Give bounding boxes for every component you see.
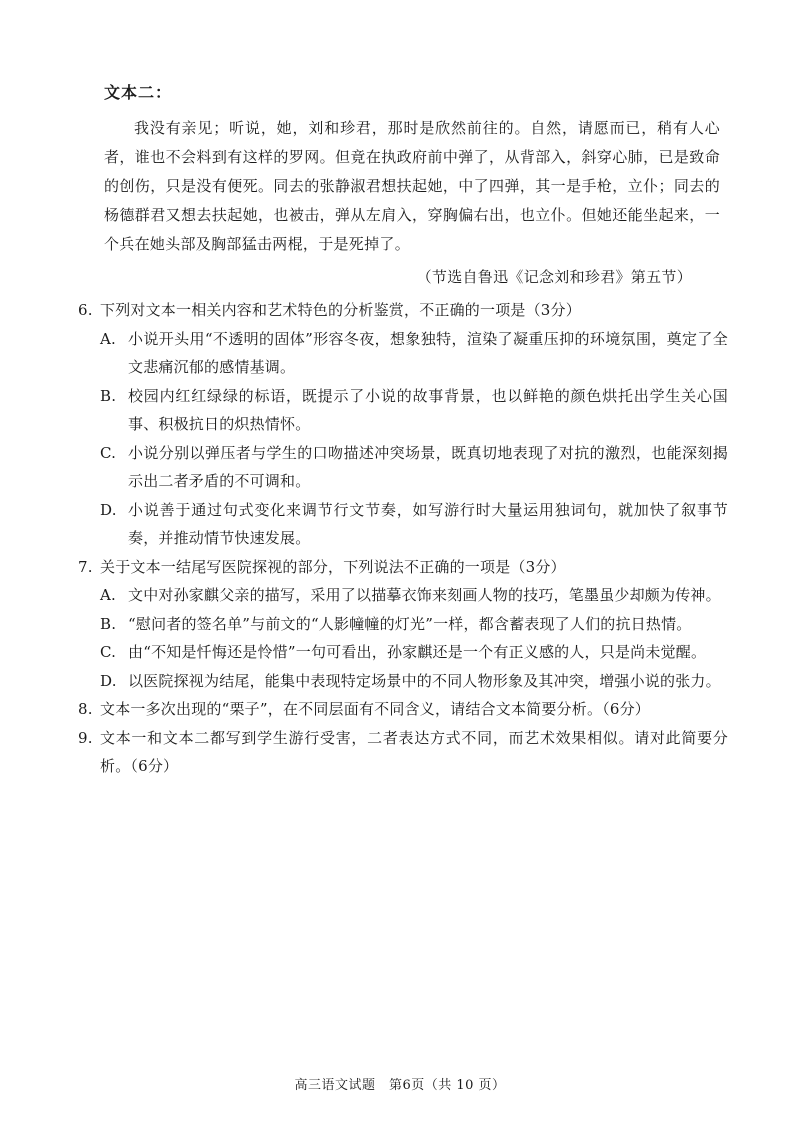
- option-letter: D.: [100, 671, 117, 690]
- option-b: [100, 382, 728, 439]
- question-number: 7.: [78, 557, 93, 576]
- question-number: 8.: [78, 700, 93, 718]
- question-6: [78, 296, 728, 553]
- page-footer: 高三语文试题 第6页（共 10 页）: [294, 1078, 506, 1093]
- question-7: [78, 553, 728, 696]
- question-stem: 文本一和文本二都写到学生游行受害，二者表达方式不同，而艺术效果相似。请对此简要分析。（6分）: [100, 728, 728, 775]
- question-9: [78, 724, 728, 781]
- option-c: [100, 638, 728, 667]
- passage-paragraph: 我没有亲见；听说，她，刘和珍君，那时是欣然前往的。自然，请愿而已，稍有人心者，谁也不会料到有这样的罗网。但竟在执政府前中弹了，从背部入，斜穿心肺，已是致命的创伤，只是没有便死。同去的张静淑君想扶起她，中了四弹，其一是手枪，立仆；同去的杨德群君又想去扶起她，也被击，弹从左肩入，穿胸偏右出，也立仆。但她还能坐起来，一个兵在她头部及胸部猛击两棍，于是死掉了。: [104, 119, 720, 253]
- option-letter: B.: [100, 386, 117, 405]
- option-letter: C.: [100, 643, 117, 661]
- option-text: 文中对孙家麒父亲的描写，采用了以描摹衣饰来刻画人物的技巧，笔墨虽少却颇为传神。: [128, 586, 721, 604]
- option-letter: C.: [100, 443, 117, 462]
- option-letter: A.: [100, 329, 117, 348]
- option-text: 以医院探视为结尾，能集中表现特定场景中的不同人物形象及其冲突，增强小说的张力。: [128, 671, 721, 690]
- option-text: 小说善于通过句式变化来调节行文节奏，如写游行时大量运用独词句，就加快了叙事节奏，并推动情节快速发展。: [128, 500, 728, 547]
- option-text: 由“不知是忏悔还是怜惜”一句可看出，孙家麒还是一个有正义感的人，只是尚未觉醒。: [128, 643, 707, 661]
- option-text: “慰问者的签名单”与前文的“人影幢幢的灯光”一样，都含蓄表现了人们的抗日热情。: [128, 614, 692, 633]
- question-stem: 下列对文本一相关内容和艺术特色的分析鉴赏，不正确的一项是（3分）: [100, 301, 581, 319]
- option-a: [100, 325, 728, 382]
- option-b: [100, 610, 728, 639]
- section-heading: 文本二：: [104, 83, 173, 102]
- option-d: [100, 496, 728, 553]
- option-letter: A.: [100, 586, 117, 604]
- passage-text-two: [104, 114, 720, 259]
- option-text: 小说分别以弹压者与学生的口吻描述冲突场景，既真切地表现了对抗的激烈，也能深刻揭示出二者矛盾的不可调和。: [128, 443, 728, 490]
- option-d: [100, 667, 728, 696]
- question-list: [78, 296, 728, 781]
- question-number: 9.: [78, 728, 93, 747]
- option-text: 校园内红红绿绿的标语，既提示了小说的故事背景，也以鲜艳的颜色烘托出学生关心国事、积极抗日的炽热情怀。: [128, 386, 728, 433]
- option-text: 小说开头用“不透明的固体”形容冬夜，想象独特，渲染了凝重压抑的环境氛围，奠定了全文悲痛沉郁的感情基调。: [128, 329, 728, 376]
- passage-source: （节选自鲁迅《记念刘和珍君》第五节）: [416, 268, 692, 286]
- option-a: [100, 581, 728, 610]
- option-letter: D.: [100, 500, 117, 519]
- option-letter: B.: [100, 614, 117, 633]
- option-c: [100, 439, 728, 496]
- question-number: 6.: [78, 301, 93, 319]
- question-stem: 关于文本一结尾写医院探视的部分，下列说法不正确的一项是（3分）: [100, 557, 566, 576]
- question-stem: 文本一多次出现的“栗子”，在不同层面有不同含义，请结合文本简要分析。（6分）: [100, 700, 650, 718]
- question-8: [78, 695, 728, 724]
